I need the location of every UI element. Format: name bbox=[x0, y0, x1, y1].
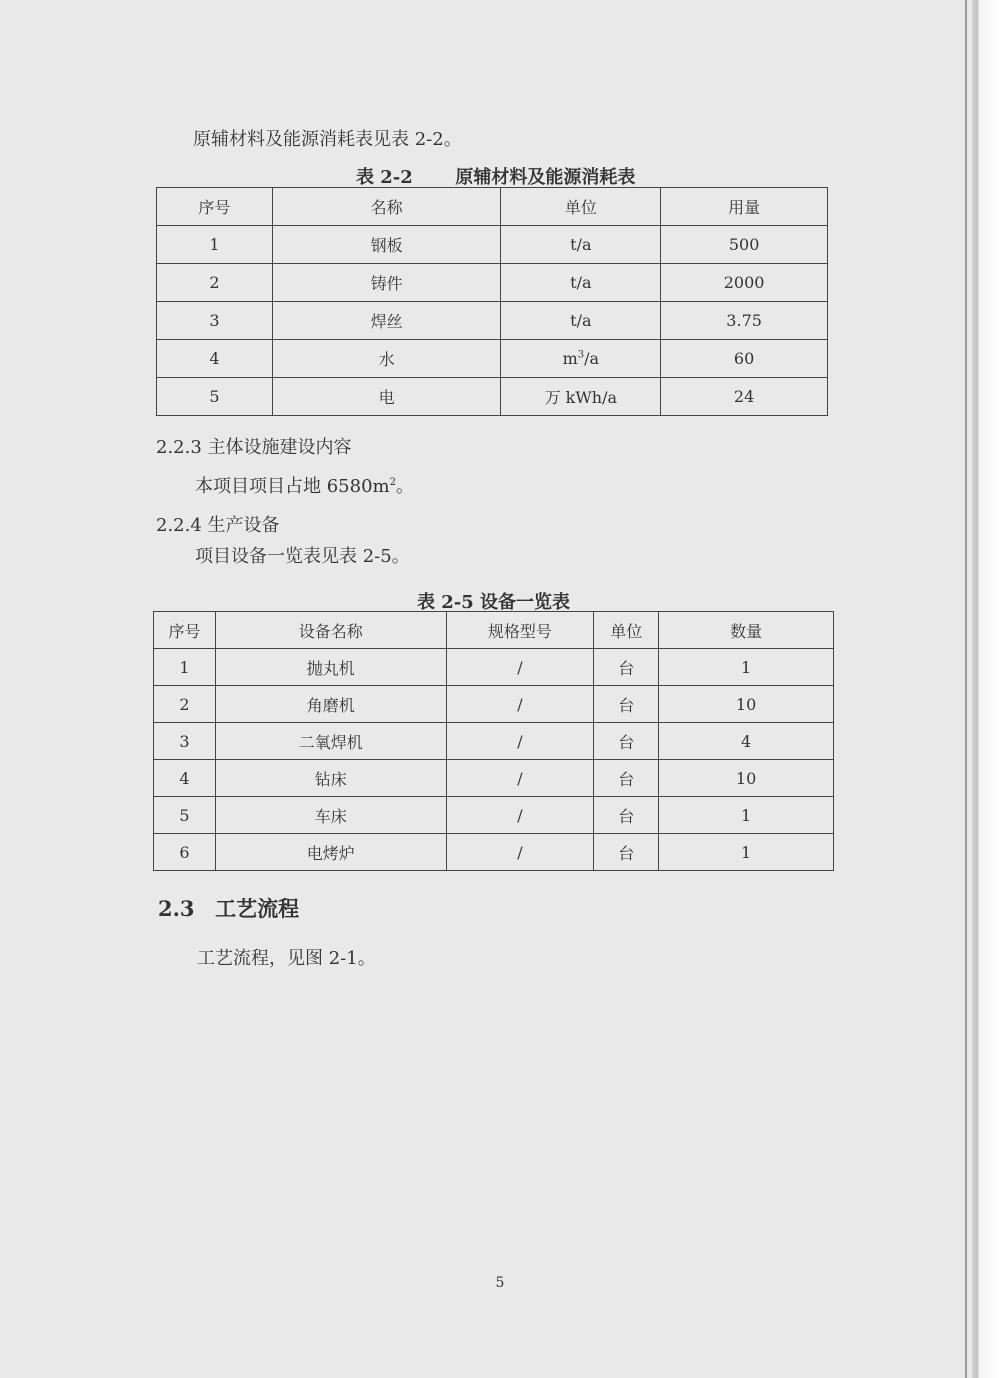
table-row bbox=[157, 264, 828, 302]
table-cell: / bbox=[446, 760, 594, 797]
table-cell: 抛丸机 bbox=[215, 649, 446, 686]
table-cell: 钻床 bbox=[215, 760, 446, 797]
header-cell: 用量 bbox=[661, 188, 828, 226]
table-cell: 角磨机 bbox=[215, 686, 446, 723]
table-cell: 台 bbox=[594, 723, 659, 760]
table-cell: 1 bbox=[659, 649, 834, 686]
equipment-table bbox=[153, 611, 834, 871]
section-224-text: 项目设备一览表见表 2-5。 bbox=[195, 546, 410, 567]
table-cell: / bbox=[446, 834, 594, 871]
table-cell: 1 bbox=[154, 649, 216, 686]
table-row bbox=[154, 723, 834, 760]
table-cell: 电烤炉 bbox=[215, 834, 446, 871]
table-row bbox=[154, 760, 834, 797]
table-row bbox=[157, 378, 828, 416]
table-row bbox=[154, 834, 834, 871]
area-end: 。 bbox=[395, 476, 414, 497]
table-cell: 2 bbox=[154, 686, 216, 723]
materials-table bbox=[156, 187, 828, 416]
header-cell: 单位 bbox=[501, 188, 661, 226]
table-row bbox=[157, 302, 828, 340]
table-cell: 台 bbox=[594, 649, 659, 686]
table-cell: 10 bbox=[659, 686, 834, 723]
table-cell: t/a bbox=[501, 226, 661, 264]
table-cell: 二氧焊机 bbox=[215, 723, 446, 760]
table-cell: / bbox=[446, 686, 594, 723]
section-23-heading bbox=[158, 893, 299, 923]
header-cell: 名称 bbox=[272, 188, 501, 226]
table-cell: 3.75 bbox=[661, 302, 828, 340]
table-cell: 3 bbox=[157, 302, 273, 340]
unit-sup: 3 bbox=[577, 349, 585, 361]
header-cell: 数量 bbox=[659, 612, 834, 649]
table-cell: 5 bbox=[157, 378, 273, 416]
table-cell: / bbox=[446, 797, 594, 834]
table-cell: t/a bbox=[501, 302, 661, 340]
table-row bbox=[154, 686, 834, 723]
section-224-heading: 2.2.4 生产设备 bbox=[156, 515, 280, 536]
table1-caption-label: 表 2-2 bbox=[356, 167, 413, 188]
table-cell: 万 kWh/a bbox=[501, 378, 661, 416]
table-cell: 24 bbox=[661, 378, 828, 416]
section-223-heading: 2.2.3 主体设施建设内容 bbox=[156, 437, 352, 458]
table-cell: 1 bbox=[157, 226, 273, 264]
table-cell: 台 bbox=[594, 686, 659, 723]
table-cell: 2 bbox=[157, 264, 273, 302]
table-cell: 4 bbox=[154, 760, 216, 797]
area-text: 本项目项目占地 6580m bbox=[195, 476, 390, 497]
page-edge-line bbox=[965, 0, 967, 1378]
table-cell: / bbox=[446, 723, 594, 760]
intro-paragraph: 原辅材料及能源消耗表见表 2-2。 bbox=[193, 129, 462, 150]
table-row bbox=[157, 226, 828, 264]
unit-base: m bbox=[562, 349, 578, 368]
table-cell: 焊丝 bbox=[272, 302, 501, 340]
section-23-number: 2.3 bbox=[158, 896, 195, 921]
page-number: 5 bbox=[495, 1275, 505, 1291]
table-cell: / bbox=[446, 649, 594, 686]
table-cell: 台 bbox=[594, 760, 659, 797]
table-header-row bbox=[157, 188, 828, 226]
page-edge-shadow bbox=[972, 0, 1000, 1378]
header-cell: 序号 bbox=[157, 188, 273, 226]
table-cell: 2000 bbox=[661, 264, 828, 302]
header-cell: 设备名称 bbox=[215, 612, 446, 649]
table-cell: 铸件 bbox=[272, 264, 501, 302]
table-cell: 车床 bbox=[215, 797, 446, 834]
table-cell: 5 bbox=[154, 797, 216, 834]
table-cell: 4 bbox=[659, 723, 834, 760]
table-cell: t/a bbox=[501, 264, 661, 302]
table-cell: 台 bbox=[594, 797, 659, 834]
table-cell: 1 bbox=[659, 797, 834, 834]
table-cell: 电 bbox=[272, 378, 501, 416]
table-cell: 台 bbox=[594, 834, 659, 871]
table-cell: 1 bbox=[659, 834, 834, 871]
header-cell: 序号 bbox=[154, 612, 216, 649]
table-header-row bbox=[154, 612, 834, 649]
table-cell: 60 bbox=[661, 340, 828, 378]
table-cell: 10 bbox=[659, 760, 834, 797]
area-sup: 2 bbox=[389, 477, 396, 488]
table-cell: 6 bbox=[154, 834, 216, 871]
section-223-text bbox=[195, 472, 414, 498]
table-cell: 钢板 bbox=[272, 226, 501, 264]
section-23-text: 工艺流程，见图 2-1。 bbox=[197, 948, 376, 969]
table-row bbox=[157, 340, 828, 378]
table-row bbox=[154, 649, 834, 686]
table-cell: 500 bbox=[661, 226, 828, 264]
table2-caption: 表 2-5 设备一览表 bbox=[417, 592, 571, 613]
table-cell: 4 bbox=[157, 340, 273, 378]
table-cell: 水 bbox=[272, 340, 501, 378]
header-cell: 规格型号 bbox=[446, 612, 594, 649]
table1-caption bbox=[356, 163, 635, 189]
section-23-title: 工艺流程 bbox=[215, 896, 300, 921]
table-row bbox=[154, 797, 834, 834]
header-cell: 单位 bbox=[594, 612, 659, 649]
table-cell-water-unit bbox=[501, 340, 661, 378]
unit-tail: /a bbox=[584, 349, 600, 368]
table-cell: 3 bbox=[154, 723, 216, 760]
table1-caption-title: 原辅材料及能源消耗表 bbox=[455, 167, 636, 188]
